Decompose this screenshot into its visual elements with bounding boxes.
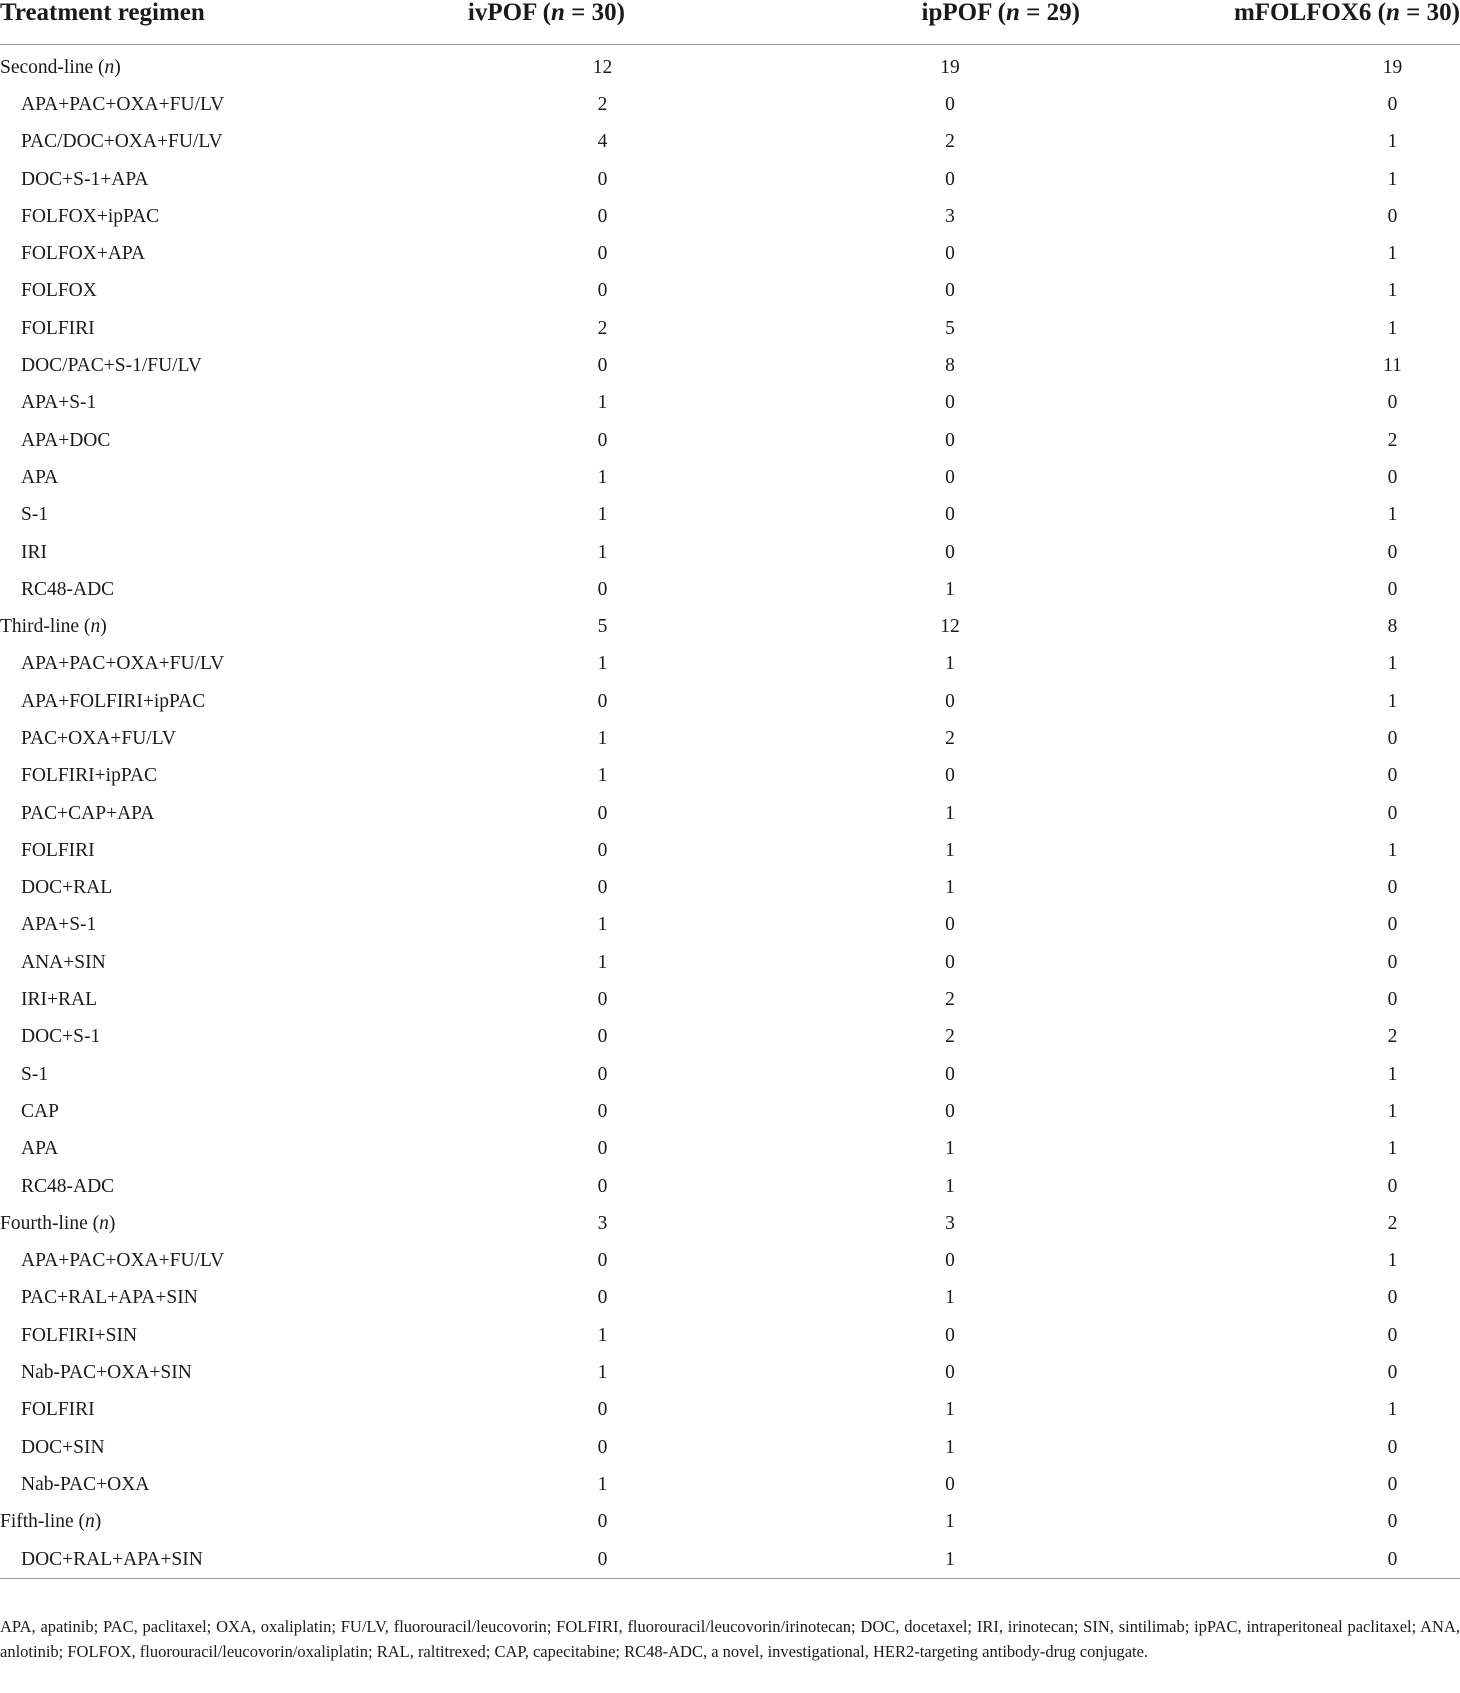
group-label-text: Fifth-line (: [0, 1511, 86, 1533]
table-row: [0, 683, 1460, 720]
cell-mfolfox6: 0: [1387, 205, 1398, 227]
cell-ivpof: 1: [597, 1473, 608, 1495]
table-footnote: APA, apatinib; PAC, paclitaxel; OXA, oxaliplatin; FU/LV, fluorouracil/leucovorin; FOLFIRI, fluorouracil/leucovorin/irinotecan; DOC, docetaxel; IRI, irinotecan; SIN, sintilimab; ipPAC, intraperitoneal paclitaxel; ANA, anlotinib; FOLFOX, fluorouracil/leucovorin/oxaliplatin; RAL, raltitrexed; CAP, capecitabine; RC48-ADC, a novel, investigational, HER2-targeting antibody-drug conjugate.: [0, 1617, 1460, 1661]
cell-mfolfox6: 0: [1387, 541, 1398, 563]
cell-ivpof: 0: [597, 1100, 608, 1122]
cell-mfolfox6: 0: [1387, 727, 1398, 749]
cell-ippof: 3: [945, 205, 955, 227]
cell-ippof: 12: [940, 616, 960, 638]
regimen-label: PAC+OXA+FU/LV: [21, 727, 176, 749]
cell-ippof: 0: [945, 280, 955, 302]
table-group-row: [0, 1504, 1460, 1541]
regimen-label: APA+FOLFIRI+ipPAC: [21, 690, 206, 712]
cell-ippof: 0: [945, 1100, 955, 1122]
cell-ivpof: 0: [597, 1436, 608, 1458]
regimen-label: APA+PAC+OXA+FU/LV: [21, 1250, 225, 1272]
cell-ippof: 1: [945, 1175, 955, 1197]
cell-mfolfox6: 1: [1387, 1138, 1398, 1160]
table-row: [0, 1131, 1460, 1168]
table-row: [0, 907, 1460, 944]
regimen-label: FOLFOX: [21, 280, 97, 302]
cell-mfolfox6: 1: [1387, 168, 1398, 190]
group-label-text: Second-line (: [0, 56, 105, 78]
table-row: [0, 1056, 1460, 1093]
cell-ivpof: 4: [597, 131, 608, 153]
cell-ippof: 0: [945, 541, 955, 563]
cell-ippof: 1: [945, 578, 955, 600]
cell-mfolfox6: 1: [1387, 1399, 1398, 1421]
table-group-row: [0, 45, 1460, 87]
cell-mfolfox6: 19: [1382, 56, 1403, 78]
table-group-row: [0, 608, 1460, 645]
cell-ivpof: 1: [597, 541, 608, 563]
cell-ippof: 0: [945, 765, 955, 787]
table-row: [0, 534, 1460, 571]
regimen-label: S-1: [21, 1063, 49, 1085]
cell-ivpof: 1: [597, 951, 608, 973]
cell-ippof: 1: [945, 1287, 955, 1309]
cell-ivpof: 12: [592, 56, 613, 78]
table-row: [0, 1429, 1460, 1466]
header-ippof-suffix: = 29): [1019, 0, 1080, 26]
header-mfolfox6-suffix: = 30): [1399, 0, 1460, 26]
cell-mfolfox6: 1: [1387, 1250, 1398, 1272]
cell-ippof: 0: [945, 429, 955, 451]
cell-ippof: 1: [945, 1511, 955, 1533]
group-label-n: n: [90, 616, 101, 638]
cell-ippof: 1: [945, 653, 955, 675]
cell-ippof: 3: [945, 1212, 955, 1234]
table-row: [0, 944, 1460, 981]
cell-ippof: 0: [945, 504, 955, 526]
cell-ippof: 1: [675, 1541, 1165, 1579]
table-row: [0, 720, 1460, 757]
cell-ivpof: 0: [597, 1287, 608, 1309]
cell-ippof: 1: [945, 1399, 955, 1421]
regimen-label: FOLFIRI: [21, 839, 95, 861]
cell-ivpof: 1: [597, 504, 608, 526]
cell-mfolfox6: 1: [1387, 243, 1398, 265]
regimen-label: FOLFOX+ipPAC: [21, 205, 160, 227]
cell-ippof: 2: [945, 989, 955, 1011]
cell-ippof: 0: [945, 1250, 955, 1272]
table-row: [0, 273, 1460, 310]
table-row: [0, 124, 1460, 161]
table-row: [0, 86, 1460, 123]
cell-mfolfox6: 2: [1387, 429, 1398, 451]
header-mfolfox6-n: n: [1386, 0, 1400, 26]
cell-mfolfox6: 0: [1387, 951, 1398, 973]
group-label-text: Fourth-line (: [0, 1212, 100, 1234]
regimen-label: DOC/PAC+S-1/FU/LV: [21, 355, 202, 377]
group-label-close: ): [108, 1212, 116, 1234]
cell-ivpof: 1: [597, 914, 608, 936]
cell-ippof: 2: [945, 131, 955, 153]
cell-ippof: 0: [945, 243, 955, 265]
regimen-label: APA: [21, 1138, 59, 1160]
regimen-label: DOC+SIN: [21, 1436, 105, 1458]
cell-ippof: 1: [945, 1436, 955, 1458]
cell-mfolfox6: 0: [1387, 466, 1398, 488]
table-row: [0, 1243, 1460, 1280]
cell-ivpof: 0: [597, 1138, 608, 1160]
cell-mfolfox6: 1: [1387, 839, 1398, 861]
cell-ivpof: 0: [597, 429, 608, 451]
table-row: [0, 385, 1460, 422]
cell-mfolfox6: 1: [1387, 653, 1398, 675]
table-row: [0, 1168, 1460, 1205]
cell-ivpof: 0: [597, 1250, 608, 1272]
table-row: [0, 1019, 1460, 1056]
cell-mfolfox6: 0: [1387, 877, 1398, 899]
regimen-label: S-1: [21, 504, 49, 526]
table-group-row: [0, 1205, 1460, 1242]
cell-mfolfox6: 1: [1387, 317, 1398, 339]
cell-mfolfox6: 0: [1387, 1362, 1398, 1384]
cell-mfolfox6: 1: [1387, 504, 1398, 526]
cell-ippof: 1: [945, 877, 955, 899]
table-row: [0, 1317, 1460, 1354]
table-row: [0, 1541, 1460, 1579]
group-label-close: ): [94, 1511, 102, 1533]
header-ippof-prefix: ipPOF (: [921, 0, 1007, 26]
cell-ivpof: 1: [597, 653, 608, 675]
cell-ivpof: 1: [597, 392, 608, 414]
cell-mfolfox6: 0: [1387, 93, 1398, 115]
cell-ivpof: 0: [597, 989, 608, 1011]
cell-ippof: 0: [945, 168, 955, 190]
table-row: [0, 1093, 1460, 1130]
regimen-label: APA+PAC+OXA+FU/LV: [21, 93, 225, 115]
cell-ippof: 2: [945, 727, 955, 749]
cell-ivpof: 0: [597, 877, 608, 899]
cell-ivpof: 0: [597, 168, 608, 190]
cell-mfolfox6: 11: [1383, 355, 1402, 377]
cell-ivpof: 1: [597, 1324, 608, 1346]
table-header: [0, 0, 1460, 45]
cell-ivpof: 3: [597, 1212, 608, 1234]
header-ivpof-n: n: [551, 0, 565, 26]
table-row: [0, 1392, 1460, 1429]
regimen-label: APA: [21, 466, 59, 488]
cell-ivpof: 0: [597, 578, 608, 600]
table-row: [0, 1466, 1460, 1503]
table-row: [0, 310, 1460, 347]
cell-ippof: 0: [945, 1362, 955, 1384]
header-ivpof-suffix: = 30): [564, 0, 625, 26]
cell-ippof: 5: [945, 317, 955, 339]
table-row: [0, 832, 1460, 869]
cell-mfolfox6: 0: [1387, 1287, 1398, 1309]
cell-ivpof: 1: [597, 1362, 608, 1384]
table-row: [0, 795, 1460, 832]
table-row: [0, 347, 1460, 384]
cell-ippof: 2: [945, 1026, 955, 1048]
cell-ivpof: 0: [400, 1541, 675, 1579]
cell-ivpof: 0: [597, 1175, 608, 1197]
cell-ivpof: 5: [597, 616, 608, 638]
regimen-label: PAC/DOC+OXA+FU/LV: [21, 131, 223, 153]
cell-ivpof: 1: [597, 727, 608, 749]
group-label-close: ): [100, 616, 107, 638]
cell-ivpof: 0: [597, 280, 608, 302]
regimen-label: ANA+SIN: [21, 951, 106, 973]
cell-mfolfox6: 0: [1387, 1436, 1398, 1458]
regimen-label: FOLFOX+APA: [21, 243, 146, 265]
cell-mfolfox6: 0: [1387, 1175, 1398, 1197]
cell-mfolfox6: 8: [1387, 616, 1398, 638]
regimen-label: RC48-ADC: [21, 1175, 115, 1197]
regimen-label: Nab-PAC+OXA: [21, 1473, 150, 1495]
table-row: [0, 646, 1460, 683]
cell-ippof: 0: [945, 93, 955, 115]
group-label-n: n: [104, 56, 115, 78]
regimen-label: PAC+CAP+APA: [21, 802, 155, 824]
cell-mfolfox6: 2: [1387, 1026, 1398, 1048]
group-label: [0, 1205, 400, 1242]
cell-ivpof: 0: [597, 1063, 608, 1085]
group-label: [0, 608, 400, 645]
header-ivpof: [400, 0, 675, 45]
header-ivpof-prefix: ivPOF (: [467, 0, 552, 26]
table-row: [0, 571, 1460, 608]
cell-ippof: 0: [945, 1473, 955, 1495]
cell-mfolfox6: 0: [1387, 392, 1398, 414]
cell-mfolfox6: 0: [1387, 989, 1398, 1011]
table-row: [0, 981, 1460, 1018]
group-label: [0, 1504, 400, 1541]
cell-mfolfox6: 0: [1387, 765, 1398, 787]
cell-ippof: 0: [945, 1063, 955, 1085]
cell-ivpof: 1: [597, 765, 608, 787]
cell-ivpof: 2: [597, 317, 608, 339]
cell-ippof: 0: [945, 690, 955, 712]
regimen-label: APA+S-1: [21, 914, 97, 936]
group-label-close: ): [114, 56, 121, 78]
cell-mfolfox6: 1: [1387, 1063, 1398, 1085]
cell-mfolfox6: 0: [1165, 1541, 1460, 1579]
cell-mfolfox6: 2: [1387, 1212, 1398, 1234]
cell-ivpof: 2: [597, 93, 608, 115]
cell-ivpof: 0: [597, 355, 608, 377]
cell-mfolfox6: 0: [1387, 1473, 1398, 1495]
cell-mfolfox6: 0: [1387, 1511, 1398, 1533]
header-ippof-n: n: [1006, 0, 1020, 26]
cell-mfolfox6: 0: [1387, 914, 1398, 936]
cell-ivpof: 1: [597, 466, 608, 488]
regimen-label: FOLFIRI: [21, 1399, 95, 1421]
header-ippof: [675, 0, 1165, 45]
regimen-label: Nab-PAC+OXA+SIN: [21, 1362, 192, 1384]
header-mfolfox6-prefix: mFOLFOX6 (: [1233, 0, 1387, 26]
regimen-label: IRI+RAL: [21, 989, 97, 1011]
regimen-label: DOC+S-1+APA: [21, 168, 149, 190]
regimen-label: FOLFIRI+SIN: [21, 1324, 138, 1346]
cell-ippof: 0: [945, 1324, 955, 1346]
table-row: [0, 1354, 1460, 1391]
cell-ivpof: 0: [597, 243, 608, 265]
regimen-label: APA+PAC+OXA+FU/LV: [21, 653, 225, 675]
group-label: [0, 45, 400, 87]
regimen-label: PAC+RAL+APA+SIN: [21, 1287, 198, 1309]
cell-ippof: 0: [945, 951, 955, 973]
table-row: [0, 497, 1460, 534]
table-body: [0, 45, 1460, 1579]
regimen-label: FOLFIRI+ipPAC: [21, 765, 157, 787]
group-label-n: n: [99, 1212, 109, 1234]
regimen-label: RC48-ADC: [21, 578, 115, 600]
cell-ippof: 8: [945, 355, 955, 377]
cell-ippof: 0: [945, 392, 955, 414]
cell-ivpof: 0: [597, 802, 608, 824]
regimen-label: APA+DOC: [21, 429, 111, 451]
cell-mfolfox6: 1: [1387, 131, 1398, 153]
regimen-label: CAP: [21, 1100, 59, 1122]
group-label-text: Third-line (: [0, 616, 91, 638]
table-row: [0, 198, 1460, 235]
cell-ippof: 1: [945, 1138, 955, 1160]
table-row: [0, 235, 1460, 272]
cell-ivpof: 0: [597, 839, 608, 861]
cell-ippof: 0: [945, 466, 955, 488]
regimen-label: IRI: [21, 541, 47, 563]
header-mfolfox6: [1165, 0, 1460, 45]
cell-ivpof: 0: [597, 1511, 608, 1533]
cell-mfolfox6: 0: [1387, 1324, 1398, 1346]
table-row: [0, 1280, 1460, 1317]
cell-ippof: 1: [945, 802, 955, 824]
table-row: [0, 758, 1460, 795]
cell-mfolfox6: 1: [1387, 280, 1398, 302]
regimen-label: DOC+S-1: [21, 1026, 101, 1048]
header-treatment-regimen: Treatment regimen: [0, 0, 400, 45]
cell-mfolfox6: 0: [1387, 578, 1398, 600]
regimen-label: APA+S-1: [21, 392, 97, 414]
table-row: [0, 422, 1460, 459]
cell-ivpof: 0: [597, 205, 608, 227]
group-label-n: n: [85, 1511, 95, 1533]
cell-mfolfox6: 1: [1387, 1100, 1398, 1122]
table-row: [0, 161, 1460, 198]
table-row: [0, 459, 1460, 496]
regimen-label: DOC+RAL+APA+SIN: [0, 1541, 400, 1579]
cell-ivpof: 0: [597, 1026, 608, 1048]
cell-ippof: 1: [945, 839, 955, 861]
cell-mfolfox6: 1: [1387, 690, 1398, 712]
table-row: [0, 870, 1460, 907]
regimen-label: DOC+RAL: [21, 877, 113, 899]
cell-mfolfox6: 0: [1387, 802, 1398, 824]
cell-ippof: 19: [940, 56, 960, 78]
cell-ippof: 0: [945, 914, 955, 936]
cell-ivpof: 0: [597, 690, 608, 712]
regimen-label: FOLFIRI: [21, 317, 95, 339]
cell-ivpof: 0: [597, 1399, 608, 1421]
